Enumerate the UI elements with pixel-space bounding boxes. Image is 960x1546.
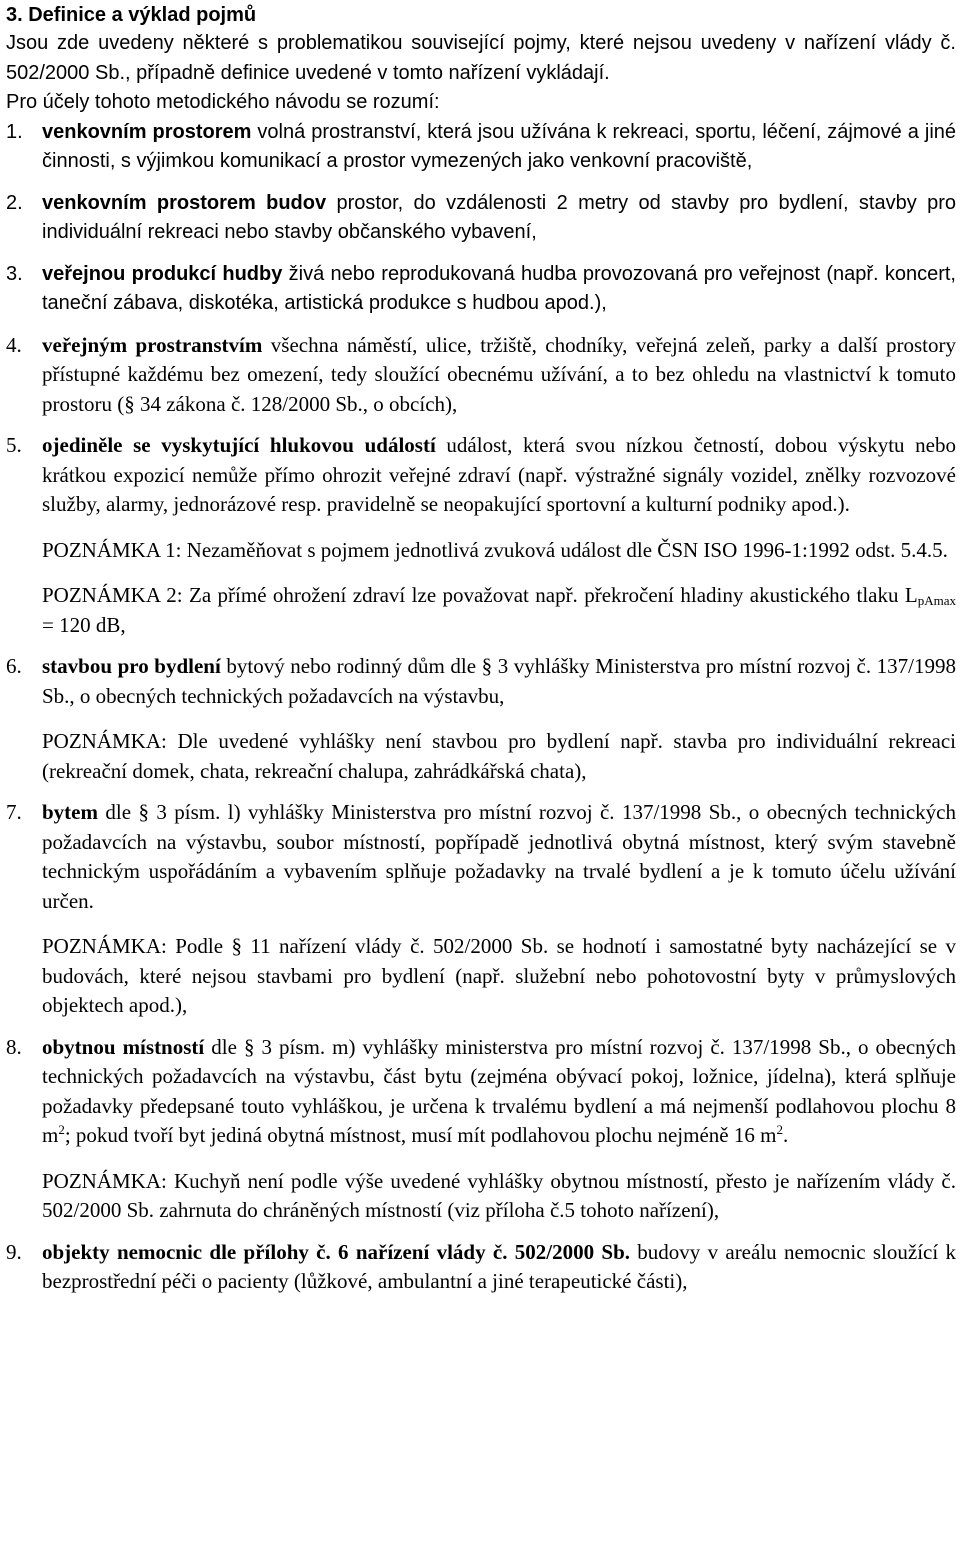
intro-paragraph: Jsou zde uvedeny některé s problematikou související pojmy, které nejsou uvedeny v nařízení vlády č. 502/2000 Sb., případně definice uvedené v tomto nařízení vykládají. [6, 32, 956, 84]
item-number: 6. [6, 654, 22, 678]
definition-text: volná prostranství, která jsou užívána k rekreaci, sportu, léčení, zájmové a jiné činnosti, s výjimkou komunikací a prostor vymezených jako venkovní pracoviště, [42, 120, 957, 172]
note-paragraph: POZNÁMKA: Kuchyň není podle výše uvedené vyhlášky obytnou místností, přesto je nařízením vlády č. 502/2000 Sb. zahrnuta do chráněných místností (viz příloha č.5 tohoto nařízení), [42, 1168, 956, 1222]
item-number: 2. [6, 191, 23, 214]
definition-item-2 [6, 189, 956, 248]
superscript: 2 [776, 1122, 783, 1137]
note-paragraph: POZNÁMKA 1: Nezaměňovat s pojmem jednotlivá zvuková událost dle ČSN ISO 1996-1:1992 odst. 5.4.5. [42, 537, 948, 562]
item-number: 7. [6, 800, 22, 824]
intro [6, 29, 956, 118]
item-number: 5. [6, 433, 22, 457]
defined-term: venkovním prostorem [42, 120, 252, 143]
note-paragraph: POZNÁMKA 2: Za přímé ohrožení zdraví lze považovat např. překročení hladiny akustického tlaku $L_{pAmax} = 120$ dB, [42, 583, 956, 637]
defined-term: objekty nemocnic dle přílohy č. 6 nařízení vlády č. 502/2000 Sb. [42, 1239, 630, 1264]
definition-item-1 [6, 118, 956, 177]
definition-item-5 [6, 431, 956, 520]
definition-text: ; pokud tvoří byt jediná obytná místnost, musí mít podlahovou plochu nejméně 16 m [64, 1123, 777, 1147]
section-heading: 3. Definice a výklad pojmů [6, 4, 257, 26]
item-number: 8. [6, 1034, 22, 1059]
defined-term: veřejným prostranstvím [42, 332, 263, 357]
defined-term: obytnou místností [42, 1034, 205, 1059]
definition-text: živá nebo reprodukovaná hudba provozovaná pro veřejnost (např. koncert, taneční zábava, diskotéka, artistická produkce s hudbou apod.), [42, 262, 956, 314]
definition-text: dle § 3 písm. l) vyhlášky Ministerstva pro místní rozvoj č. 137/1998 Sb., o obecných technických požadavcích na výstavbu, soubor místností, popřípadě jednotlivá obytná místnost, který svým stavebně technickým uspořádáním a vybavením splňuje požadavky na trvalé bydlení a je k tomuto účelu užívání určen. [42, 800, 956, 913]
item-number: 3. [6, 262, 23, 285]
intro-lead: Pro účely tohoto metodického návodu se rozumí: [6, 91, 440, 113]
subscript: pAmax [917, 593, 956, 608]
definition-text: událost, která svou nízkou četností, dobou výskytu nebo krátkou expozicí nemůže přímo ohrozit veřejné zdraví (např. výstražné signály vozidel, znělky rozvozové služby, alarmy, jednorázové resp. pravidelně se neopakující sportovní a kulturní podniky apod.). [42, 433, 956, 516]
defined-term: venkovním prostorem budov [42, 191, 327, 214]
definition-text: bytový nebo rodinný dům dle § 3 vyhlášky Ministerstva pro místní rozvoj č. 137/1998 Sb., o obecných technických požadavcích na výstavbu, [42, 654, 956, 708]
note-paragraph: POZNÁMKA: Dle uvedené vyhlášky není stavbou pro bydlení např. stavba pro individuální rekreaci (rekreační domek, chata, rekreační chalupa, zahrádkářská chata), [42, 729, 956, 783]
item-number: 1. [6, 120, 23, 143]
definition-item-9 [6, 1238, 956, 1297]
item-number: 4. [6, 332, 22, 357]
definition-text: prostor, do vzdálenosti 2 metry od stavby pro bydlení, stavby pro individuální rekreaci nebo stavby občanského vybavení, [42, 191, 956, 243]
definition-item-4 [6, 331, 956, 420]
defined-term: bytem [42, 800, 98, 824]
definition-item-7 [6, 798, 956, 916]
definition-item-8: 8. obytnou místností dle § 3 písm. m) vyhlášky ministerstva pro místní rozvoj č. 137/1998 Sb., o obecných technických požadavcích na výstavbu, část bytu (zejména obývací pokoj, ložnice, jídelna), která splňuje požadavky předepsané touto vyhláškou, je určena k trvalému bydlení a má nejmenší podlahovou plochu 8 $m^2$; pokud tvoří byt jediná obytná místnost, musí mít podlahovou plochu nejméně 16 $m^2$. [6, 1034, 957, 1147]
definition-item-6 [6, 652, 956, 711]
defined-term: stavbou pro bydlení [42, 654, 221, 678]
note-paragraph: POZNÁMKA: Podle § 11 nařízení vlády č. 502/2000 Sb. se hodnotí i samostatné byty nacházející se v budovách, které nejsou stavbami pro bydlení (např. služební nebo pohotovostní byty v průmyslových objektech apod.), [42, 934, 956, 1017]
superscript: 2 [58, 1122, 65, 1137]
definition-text: všechna náměstí, ulice, tržiště, chodníky, veřejná zeleň, parky a další prostory přístupné každému bez omezení, tedy sloužící obecnému užívání, a to bez ohledu na vlastnictví k tomuto prostoru (§ 34 zákona č. 128/2000 Sb., o obcích), [42, 332, 956, 416]
definition-item-3 [6, 260, 956, 319]
definition-text: dle § 3 písm. m) vyhlášky ministerstva pro místní rozvoj č. 137/1998 Sb., o obecných technických požadavcích na výstavbu, část bytu (zejména obývací pokoj, ložnice, jídelna), která splňuje požadavky předepsané touto vyhláškou, je určena k trvalému bydlení a má nejmenší podlahovou plochu 8 m [42, 1034, 957, 1147]
defined-term: ojediněle se vyskytující hlukovou událostí [42, 433, 436, 457]
defined-term: veřejnou produkcí hudby [42, 262, 283, 285]
item-number: 9. [6, 1239, 22, 1264]
definition-text: budovy v areálu nemocnic sloužící k bezprostřední péči o pacienty (lůžkové, ambulantní a jiné terapeutické části), [42, 1239, 956, 1293]
